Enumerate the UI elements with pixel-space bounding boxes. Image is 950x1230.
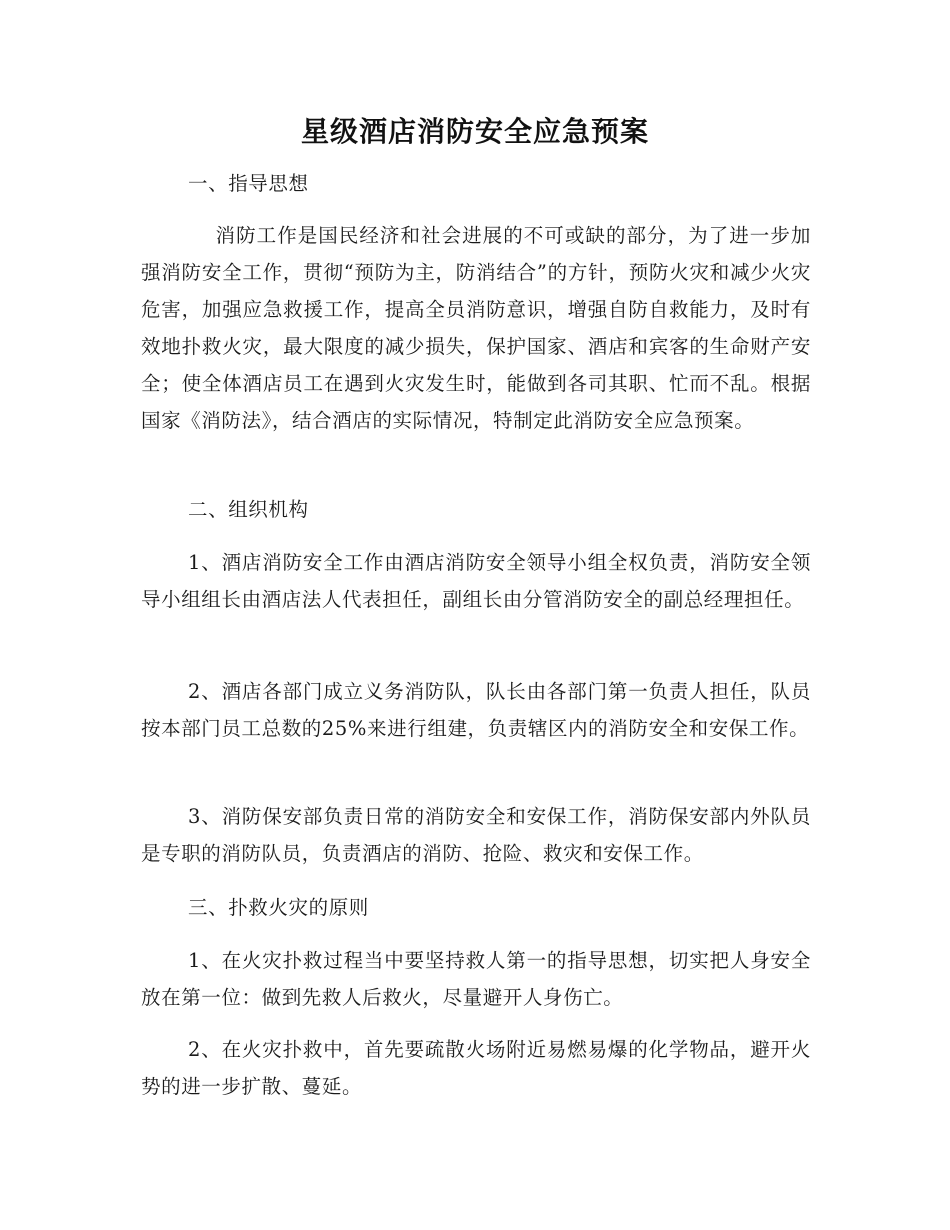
paragraph-organization-2: 2、酒店各部门成立义务消防队，队长由各部门第一负责人担任，队员按本部门员工总数的25%来进行组建，负责辖区内的消防安全和安保工作。 (141, 680, 811, 740)
section-heading-organization: 二、组织机构 (188, 498, 309, 521)
section-heading-guiding-ideology: 一、指导思想 (188, 172, 309, 195)
paragraph-guiding-ideology: 消防工作是国民经济和社会进展的不可或缺的部分，为了进一步加强消防安全工作，贯彻“预防为主，防消结合”的方针，预防火灾和减少火灾危害，加强应急救援工作，提高全员消防意识，增强自防自救能力，及时有效地扑救火灾，最大限度的减少损失，保护国家、酒店和宾客的生命财产安全；使全体酒店员工在遇到火灾发生时，能做到各司其职、忙而不乱。根据国家《消防法》，结合酒店的实际情况，特制定此消防安全应急预案。 (141, 224, 811, 432)
paragraph-principles-1: 1、在火灾扑救过程当中要坚持救人第一的指导思想，切实把人身安全放在第一位：做到先救人后救火，尽量避开人身伤亡。 (141, 949, 811, 1009)
section-heading-firefighting-principles: 三、扑救火灾的原则 (188, 896, 369, 919)
paragraph-organization-1: 1、酒店消防安全工作由酒店消防安全领导小组全权负责，消防安全领导小组组长由酒店法人代表担任，副组长由分管消防安全的副总经理担任。 (141, 551, 811, 611)
document-title: 星级酒店消防安全应急预案 (300, 115, 649, 148)
paragraph-organization-3: 3、消防保安部负责日常的消防安全和安保工作，消防保安部内外队员是专职的消防队员，负责酒店的消防、抢险、救灾和安保工作。 (141, 805, 811, 865)
paragraph-principles-2: 2、在火灾扑救中，首先要疏散火场附近易燃易爆的化学物品，避开火势的进一步扩散、蔓延。 (141, 1038, 811, 1098)
